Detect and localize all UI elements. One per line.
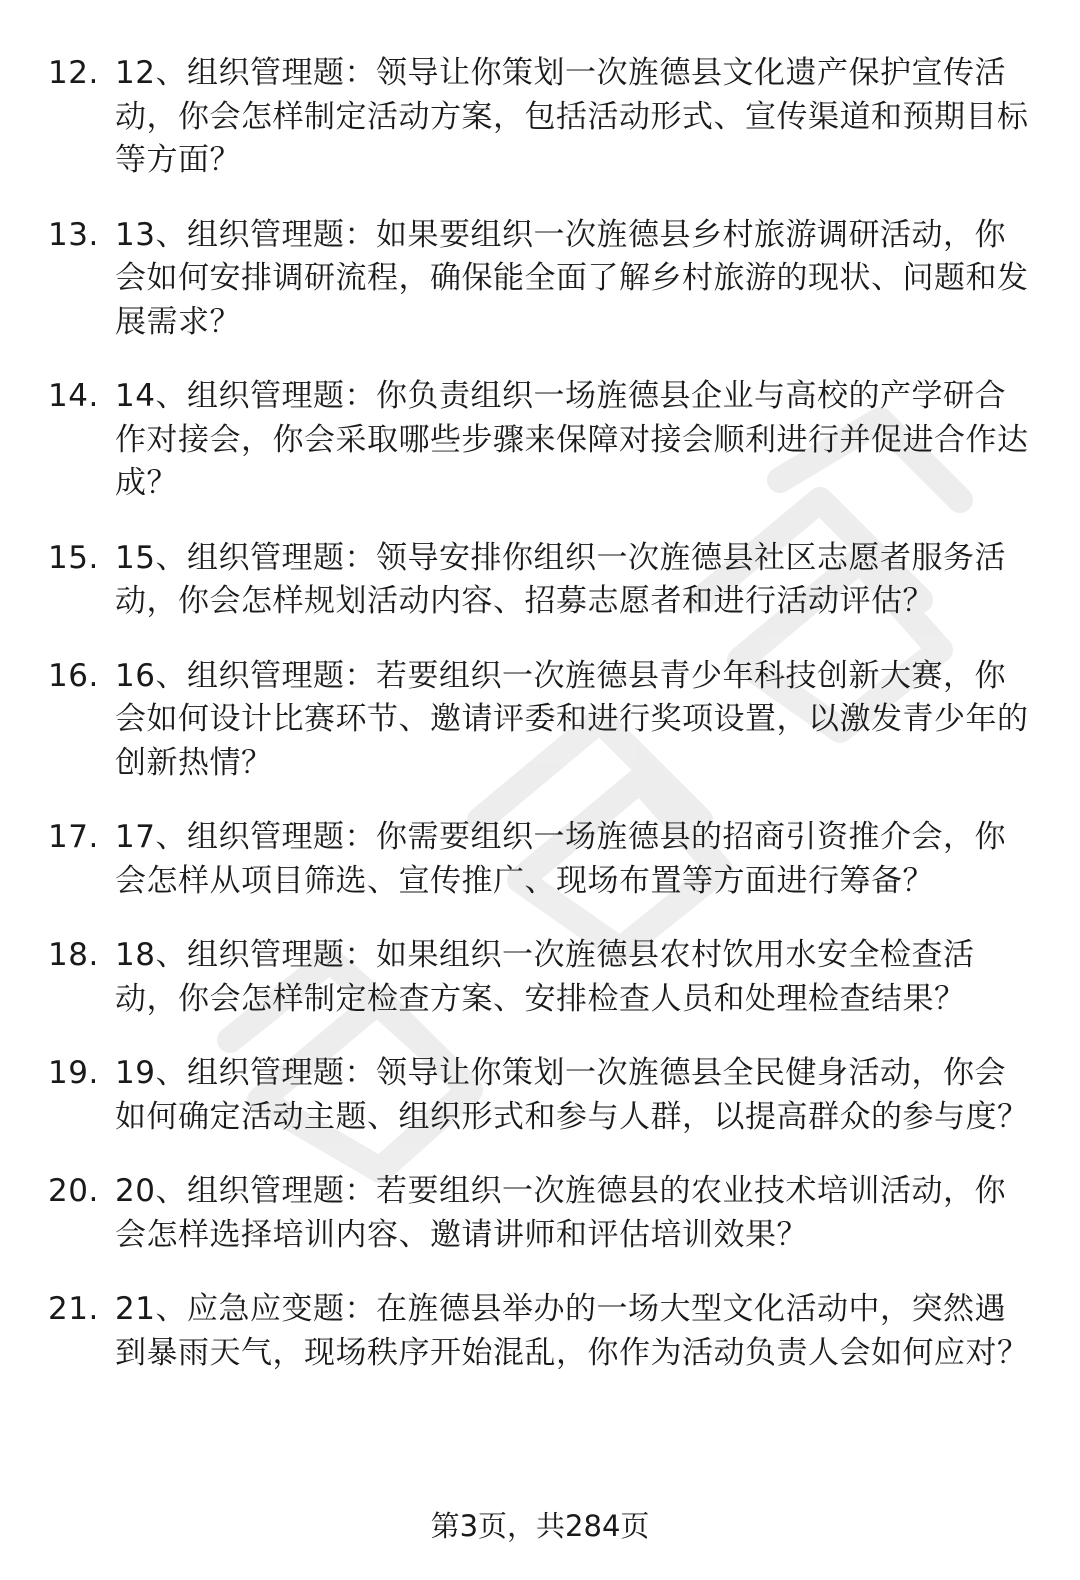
question-text: 15、组织管理题：领导安排你组织一次旌德县社区志愿者服务活动，你会怎样规划活动内容、招募志愿者和进行活动评估？ <box>115 539 1006 619</box>
question-text: 20、组织管理题：若要组织一次旌德县的农业技术培训活动，你会怎样选择培训内容、邀请讲师和评估培训效果？ <box>115 1173 1006 1253</box>
question-item <box>0 1170 1080 1257</box>
question-item <box>0 1052 1080 1139</box>
question-item <box>0 1288 1080 1375</box>
question-number: 17. <box>48 819 99 855</box>
question-item <box>0 816 1080 903</box>
question-number: 14. <box>48 378 99 414</box>
page-number-label: 第3页，共284页 <box>430 1509 650 1543</box>
question-number: 18. <box>48 937 99 973</box>
question-number: 13. <box>48 216 99 253</box>
question-item <box>0 52 1080 183</box>
question-text: 13、组织管理题：如果要组织一次旌德县乡村旅游调研活动，你会如何安排调研流程，确保能全面了解乡村旅游的现状、问题和发展需求？ <box>115 216 1029 340</box>
question-number: 16. <box>48 657 99 694</box>
question-text: 14、组织管理题：你负责组织一场旌德县企业与高校的产学研合作对接会，你会采取哪些步骤来保障对接会顺利进行并促进合作达成？ <box>115 378 1029 501</box>
page-footer <box>0 1506 1080 1546</box>
question-text: 19、组织管理题：领导让你策划一次旌德县全民健身活动，你会如何确定活动主题、组织形式和参与人群，以提高群众的参与度？ <box>115 1055 1029 1135</box>
question-number: 15. <box>48 539 99 576</box>
question-number: 20. <box>48 1173 99 1209</box>
question-number: 21. <box>48 1291 99 1327</box>
question-page <box>0 52 1080 1406</box>
question-list <box>0 52 1080 1375</box>
question-number: 19. <box>48 1055 99 1091</box>
question-text: 21、应急应变题：在旌德县举办的一场大型文化活动中，突然遇到暴雨天气，现场秩序开始混乱，你作为活动负责人会如何应对？ <box>115 1291 1029 1371</box>
question-item <box>0 214 1080 345</box>
question-text: 16、组织管理题：若要组织一次旌德县青少年科技创新大赛，你会如何设计比赛环节、邀请评委和进行奖项设置，以激发青少年的创新热情？ <box>115 657 1029 781</box>
question-item <box>0 537 1080 624</box>
question-text: 18、组织管理题：如果组织一次旌德县农村饮用水安全检查活动，你会怎样制定检查方案、安排检查人员和处理检查结果？ <box>115 937 975 1017</box>
question-text: 17、组织管理题：你需要组织一场旌德县的招商引资推介会，你会怎样从项目筛选、宣传推广、现场布置等方面进行筹备？ <box>115 819 1006 899</box>
question-number: 12. <box>48 55 99 91</box>
question-text: 12、组织管理题：领导让你策划一次旌德县文化遗产保护宣传活动，你会怎样制定活动方案，包括活动形式、宣传渠道和预期目标等方面？ <box>115 55 1029 178</box>
question-item <box>0 655 1080 786</box>
question-item <box>0 375 1080 506</box>
question-item <box>0 934 1080 1021</box>
